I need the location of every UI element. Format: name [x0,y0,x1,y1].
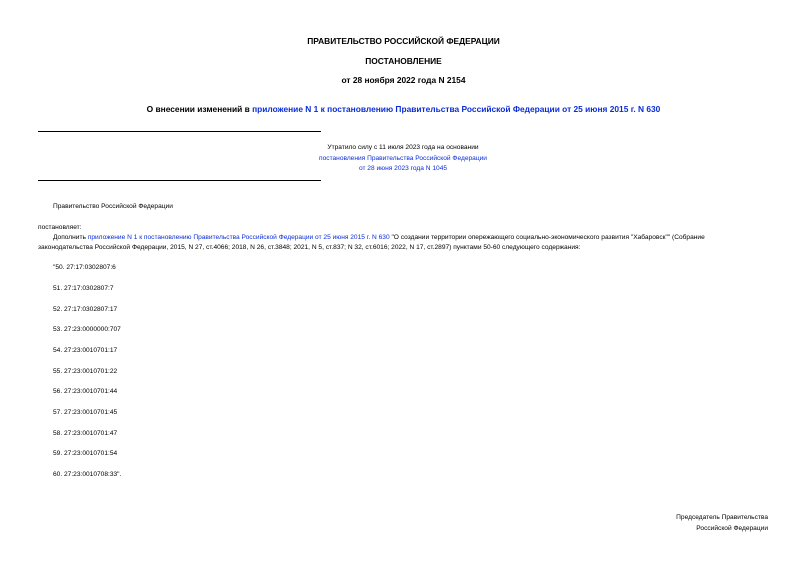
document-date-number: от 28 ноября 2022 года N 2154 [341,75,466,85]
status-note [268,143,538,175]
paragraph-rest: "О создании территории опережающего социально-экономического развития "Хабаровск"" (Собрание [389,234,705,241]
list-item: 52. 27:17:0302807:17 [53,306,118,313]
list-item: 60. 27:23:0010708:33". [53,471,122,478]
status-note-link-1[interactable]: постановления Правительства Российской Федерации [319,154,487,162]
list-item: "50. 27:17:0302807:6 [53,264,116,271]
list-item: 59. 27:23:0010701:54 [53,450,118,457]
signature-title: Председатель Правительства [676,514,768,521]
paragraph-prefix: Дополнить [53,234,88,241]
paragraph-link[interactable]: приложение N 1 к постановлению Правительства Российской Федерации от 25 июня 2015 г. N 630 [87,234,390,241]
signature-block [676,513,768,534]
paragraph-line-2: законодательства Российской Федерации, 2015, N 27, ст.4066; 2018, N 26, ст.3848; 2021, N 5, ст.837; N 32, ст.6016; 2022, N 17, ст.2897) пунктами 50-60 следующего содержания: [38,244,581,251]
list-item: 57. 27:23:0010701:45 [53,409,118,416]
divider-top [38,131,321,132]
document-title [0,104,807,114]
title-prefix: О внесении изменений в [146,104,253,114]
list-item: 51. 27:17:0302807:7 [53,285,114,292]
signature-org: Российской Федерации [696,524,768,532]
decree-word: постановляет: [38,224,82,231]
list-item: 55. 27:23:0010701:22 [53,368,118,375]
document-type: ПОСТАНОВЛЕНИЕ [365,56,442,66]
divider-bottom [38,180,321,181]
title-link[interactable]: приложение N 1 к постановлению Правительства Российской Федерации от 25 июня 2015 г. N 630 [252,104,661,114]
status-note-link-2[interactable]: от 28 июня 2023 года N 1045 [358,165,448,172]
list-item: 56. 27:23:0010701:44 [53,388,118,395]
list-item: 54. 27:23:0010701:17 [53,347,118,354]
status-note-text: Утратило силу с 11 июля 2023 года на основании [327,144,479,151]
list-item: 58. 27:23:0010701:47 [53,430,118,437]
paragraph-line-1 [53,234,705,241]
issuer: Правительство Российской Федерации [53,203,173,210]
list-item: 53. 27:23:0000000:707 [53,326,121,333]
government-heading: ПРАВИТЕЛЬСТВО РОССИЙСКОЙ ФЕДЕРАЦИИ [307,36,500,46]
